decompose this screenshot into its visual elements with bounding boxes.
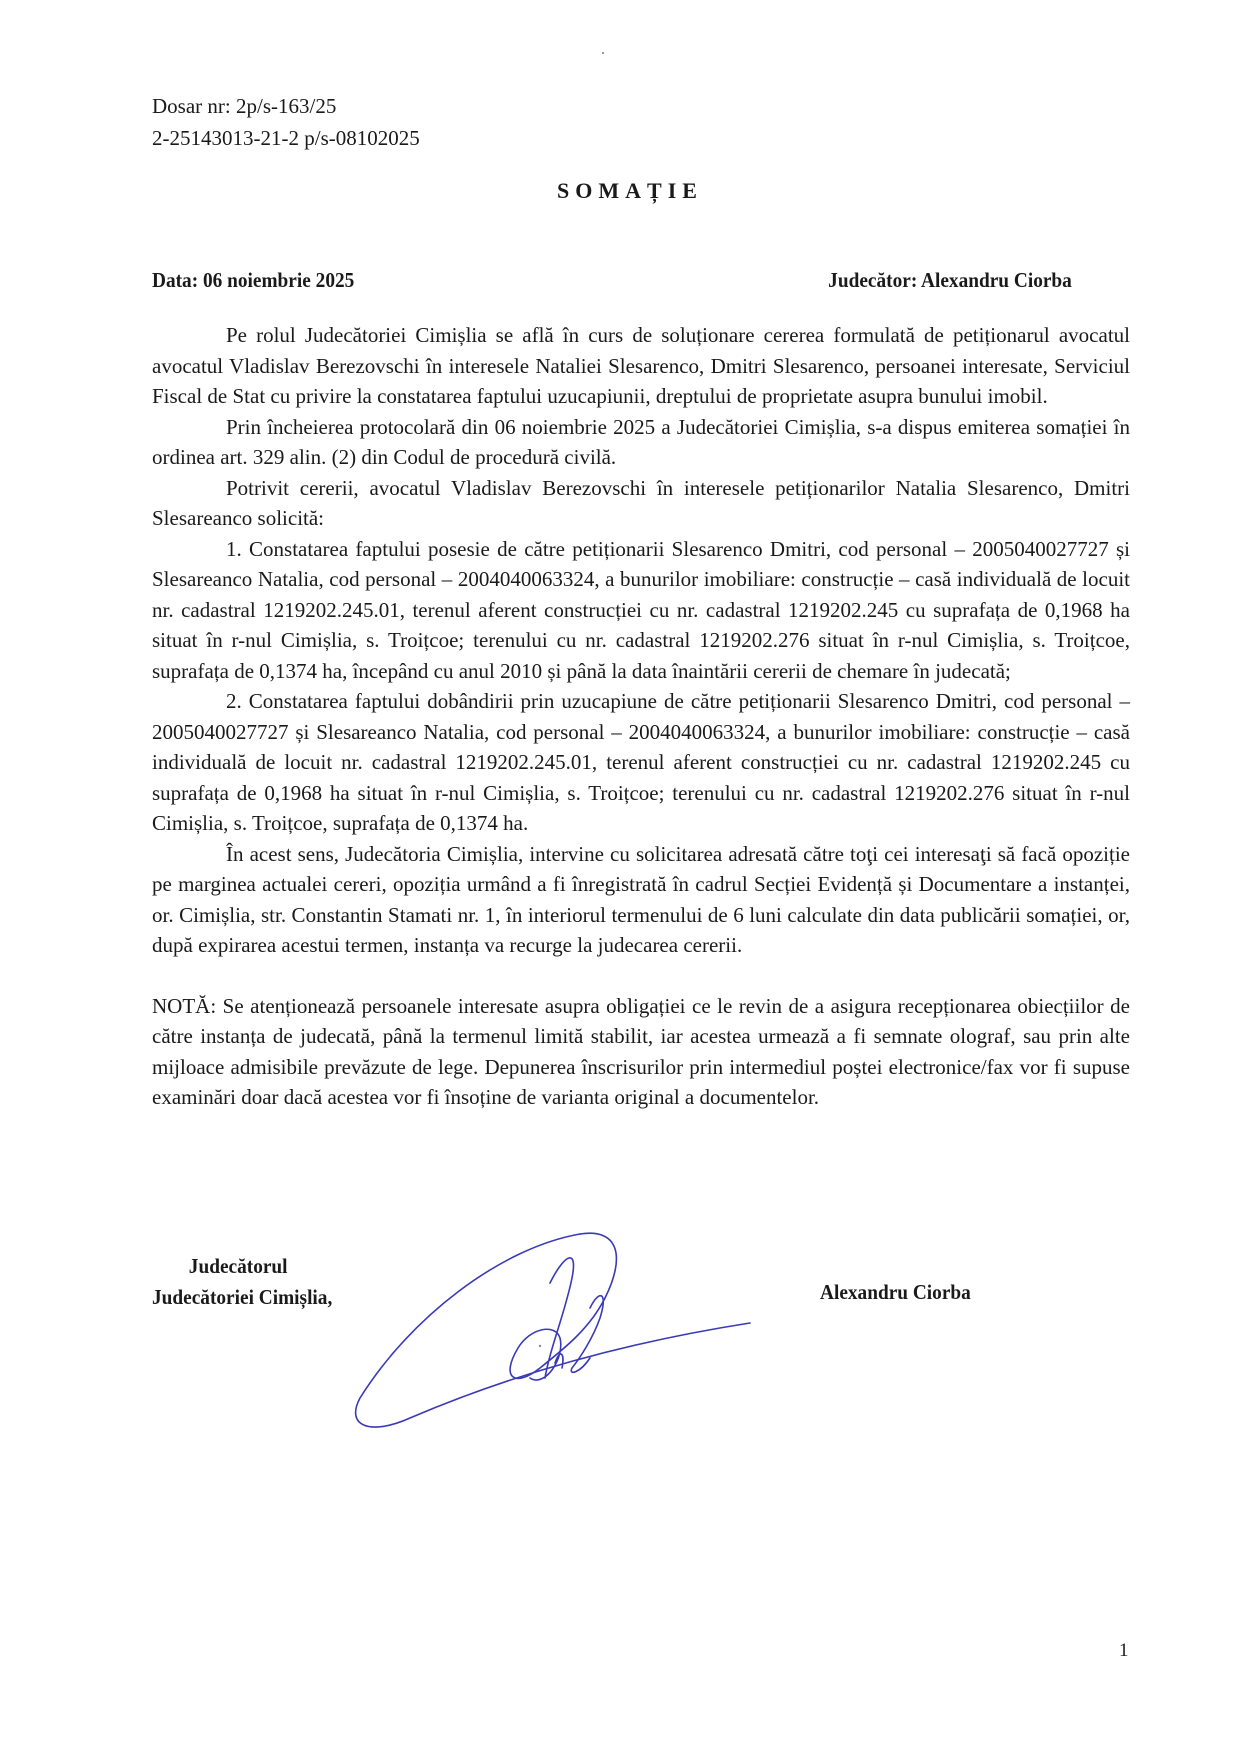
- document-date: Data: 06 noiembrie 2025: [152, 268, 355, 292]
- case-reference: 2-25143013-21-2 p/s-08102025: [152, 126, 420, 150]
- document-title: SOMAȚIE: [557, 178, 703, 203]
- document-body: [152, 320, 1130, 1113]
- paragraph-order: Prin încheierea protocolară din 06 noiembrie 2025 a Judecătoriei Cimișlia, s-a dispus emiterea somației în ordinea art. 329 alin. (2) din Codul de procedură civilă.: [152, 414, 1130, 469]
- paragraph-note: NOTĂ: Se atenționează persoanele interesate asupra obligației ce le revin de a asigura recepționarea obiecțiilor de către instanța de judecată, până la termenul limită stabilit, iar acestea urmează a fi semnate olograf, sau prin alte mijloace admisibile prevăzute de lege. Depunerea înscrisurilor prin intermediul poștei electronice/fax vor fi supuse examinări doar dacă acestea vor fi însoține de varianta original a documentelor.: [152, 993, 1130, 1109]
- signature-title: [152, 1251, 332, 1313]
- signature-title-line1: Judecătorul: [188, 1254, 288, 1278]
- signature-title-line2: Judecătoriei Cimișlia,: [152, 1285, 333, 1309]
- handwritten-signature-icon: [350, 1228, 770, 1438]
- paragraph-opposition: În acest sens, Judecătoria Cimișlia, intervine cu solicitarea adresată către toţi cei interesaţi să facă opoziție pe marginea actualei cereri, opoziția urmând a fi înregistrată în cadrul Secției Evidență și Documentare a instanței, or. Cimișlia, str. Constantin Stamati nr. 1, în interiorul termenului de 6 luni calculate din data publicării somației, or, după expirarea acestui termen, instanța va recurge la judecarea cererii.: [152, 841, 1130, 957]
- page-number: 1: [1119, 1640, 1129, 1661]
- signatory-name: Alexandru Ciorba: [820, 1280, 971, 1304]
- scan-speck: [602, 52, 604, 54]
- paragraph-intro: Pe rolul Judecătoriei Cimișlia se află în curs de soluționare cererea formulată de petiționarul avocatul avocatul Vladislav Berezovschi în interesele Nataliei Slesarenco, Dmitri Slesarenco, persoanei interesate, Serviciul Fiscal de Stat cu privire la constatarea faptului uzucapiunii, dreptului de proprietate asupra bunului imobil.: [152, 323, 1130, 408]
- paragraph-request: Potrivit cererii, avocatul Vladislav Berezovschi în interesele petiționarilor Natalia Slesarenco, Dmitri Slesareanco solicită:: [152, 475, 1130, 530]
- paragraph-item-2: 2. Constatarea faptului dobândirii prin uzucapiune de către petiționarii Slesarenco Dmitri, cod personal – 2005040027727 și Slesareanco Natalia, cod personal – 2004040063324, a bunurilor imobiliare: construcție – casă individuală de locuit nr. cadastral 1219202.245.01, terenul aferent construcției cu nr. cadastral 1219202.245 cu suprafața de 0,1968 ha situat în r-nul Cimișlia, s. Troițcoe; terenului cu nr. cadastral 1219202.276 situat în r-nul Cimișlia, s. Troițcoe, suprafața de 0,1374 ha.: [152, 689, 1130, 835]
- case-header: [152, 90, 420, 154]
- case-number: Dosar nr: 2p/s-163/25: [152, 94, 337, 118]
- judge-name: Judecător: Alexandru Ciorba: [828, 268, 1072, 292]
- paragraph-item-1: 1. Constatarea faptului posesie de către petiționarii Slesarenco Dmitri, cod personal – 2005040027727 și Slesareanco Natalia, cod personal – 2004040063324, a bunurilor imobiliare: construcție – casă individuală de locuit nr. cadastral 1219202.245.01, terenul aferent construcției cu nr. cadastral 1219202.245 cu suprafața de 0,1968 ha situat în r-nul Cimișlia, s. Troițcoe; terenului cu nr. cadastral 1219202.276 situat în r-nul Cimișlia, s. Troițcoe, suprafața de 0,1374 ha, începând cu anul 2010 și până la data înaintării cererii de chemare în judecată;: [152, 536, 1130, 683]
